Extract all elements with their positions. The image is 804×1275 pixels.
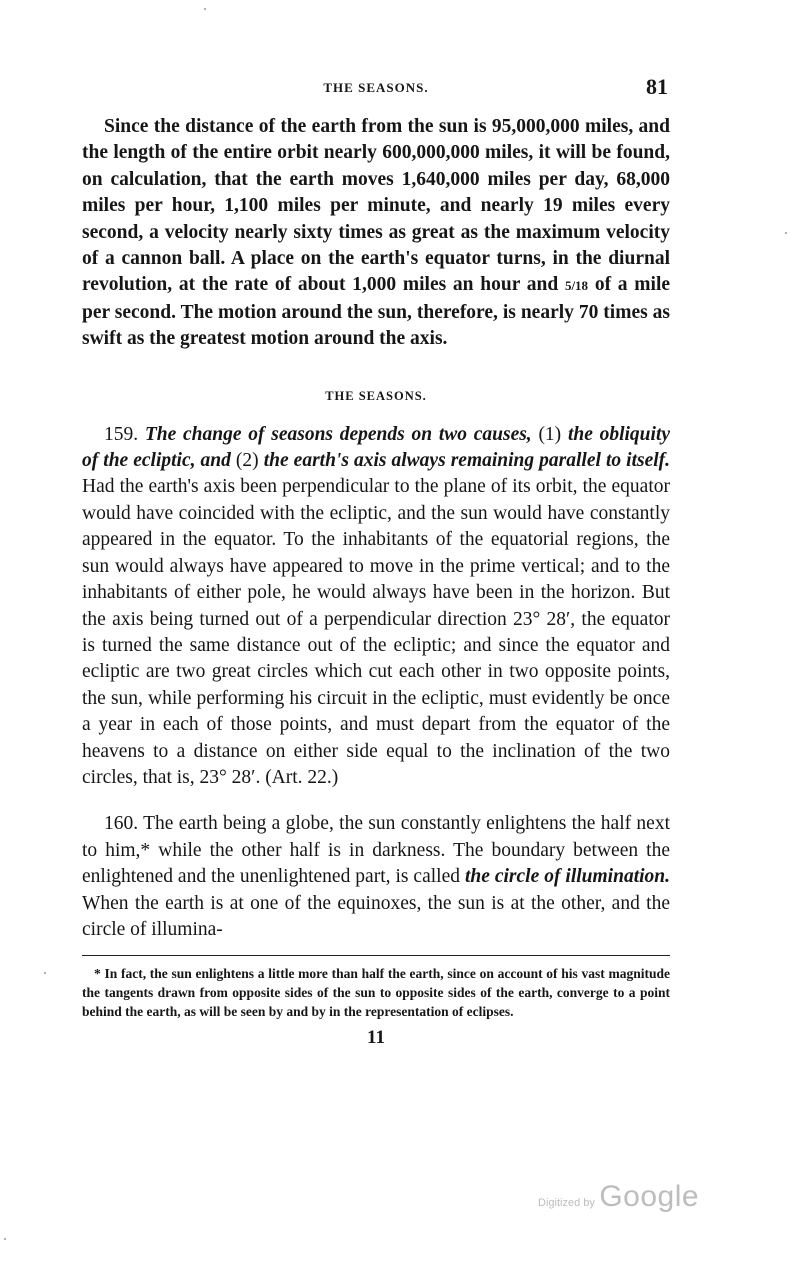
italic-phrase-1: The change of seasons depends on two causes, xyxy=(144,423,532,445)
italic-term: the circle of illumination. xyxy=(464,866,670,888)
page-number: 81 xyxy=(646,74,668,99)
google-logo: Google xyxy=(599,1180,700,1213)
paragraph-160 xyxy=(82,811,670,943)
signature-mark: 11 xyxy=(367,1027,385,1049)
paragraph-159-text: Had the earth's axis been perpendicular to the plane of its orbit, the equator would have coincided with the ecliptic, and the sun would have constantly appeared in the equator. To the inhabitants of the equatorial regions, the sun would always have appeared to move in the prime vertical; and to the inhabitants of either pole, he would always have been in the horizon. But the axis being turned out of a perpendicular direction 23° 28′, the equator is turned the same distance out of the ecliptic; and since the equator and ecliptic are two great circles which cut each other in two opposite points, the sun, while performing his circuit in the ecliptic, must evidently be once a year in each of those points, and must depart from the equator of the heavens to a distance on either side equal to the inclination of the two circles, that is, 23° 28′. (Art. 22.) xyxy=(82,476,670,788)
book-page xyxy=(82,70,670,1049)
ink-speck xyxy=(4,1238,6,1240)
cause-marker-2: (2) xyxy=(235,450,259,472)
running-head: THE SEASONS. xyxy=(323,80,429,95)
footnote: * In fact, the sun enlightens a little more than half the earth, since on account of his vast magnitude the tangents drawn from opposite sides of the sun to opposite sides of the earth, converge to a point behind the earth, as will be seen by and by in the representation of eclipses. xyxy=(82,966,670,1020)
paragraph-158 xyxy=(82,114,670,353)
ink-speck xyxy=(785,232,787,234)
page-header xyxy=(82,70,670,110)
ink-speck xyxy=(204,8,206,10)
italic-phrase-2: the obliquity of the ecliptic, and xyxy=(82,423,671,472)
cause-marker-1: (1) xyxy=(538,423,562,445)
footnote-rule xyxy=(82,955,670,956)
ink-speck xyxy=(44,972,46,974)
paragraph-158-text-end: of a mile per second. The motion around the sun, therefore, is nearly 70 times as swift as the greatest motion around the axis. xyxy=(82,274,671,350)
paragraph-number: 160. xyxy=(104,813,139,835)
paragraph-159 xyxy=(82,422,670,792)
paragraph-158-text: Since the distance of the earth from the sun is 95,000,000 miles, and the length of the entire orbit nearly 600,000,000 miles, it will be found, on calculation, that the earth moves 1,640,000 miles per day, 68,000 miles per hour, 1,100 miles per minute, and nearly 19 miles every second, a velocity nearly sixty times as great as the maximum velocity of a cannon ball. A place on the earth's equator turns, in the diurnal revolution, at the rate of about 1,000 miles an hour and xyxy=(82,116,670,296)
digitized-by-google-watermark xyxy=(538,1180,699,1214)
italic-phrase-3: the earth's axis always remaining parallel to itself. xyxy=(263,450,671,472)
paragraph-160-text: The earth being a globe, the sun constantly enlightens the half next to him,* while the other half is in darkness. The boundary between the enlightened and the unenlightened part, is called xyxy=(82,813,670,888)
section-heading: THE SEASONS. xyxy=(325,388,427,403)
paragraph-number: 159. xyxy=(104,423,139,445)
fraction: 5/18 xyxy=(564,278,589,294)
watermark-small-text: Digitized by xyxy=(538,1197,595,1209)
paragraph-160-text-end: When the earth is at one of the equinoxes, the sun is at the other, and the circle of illumina- xyxy=(82,892,670,940)
